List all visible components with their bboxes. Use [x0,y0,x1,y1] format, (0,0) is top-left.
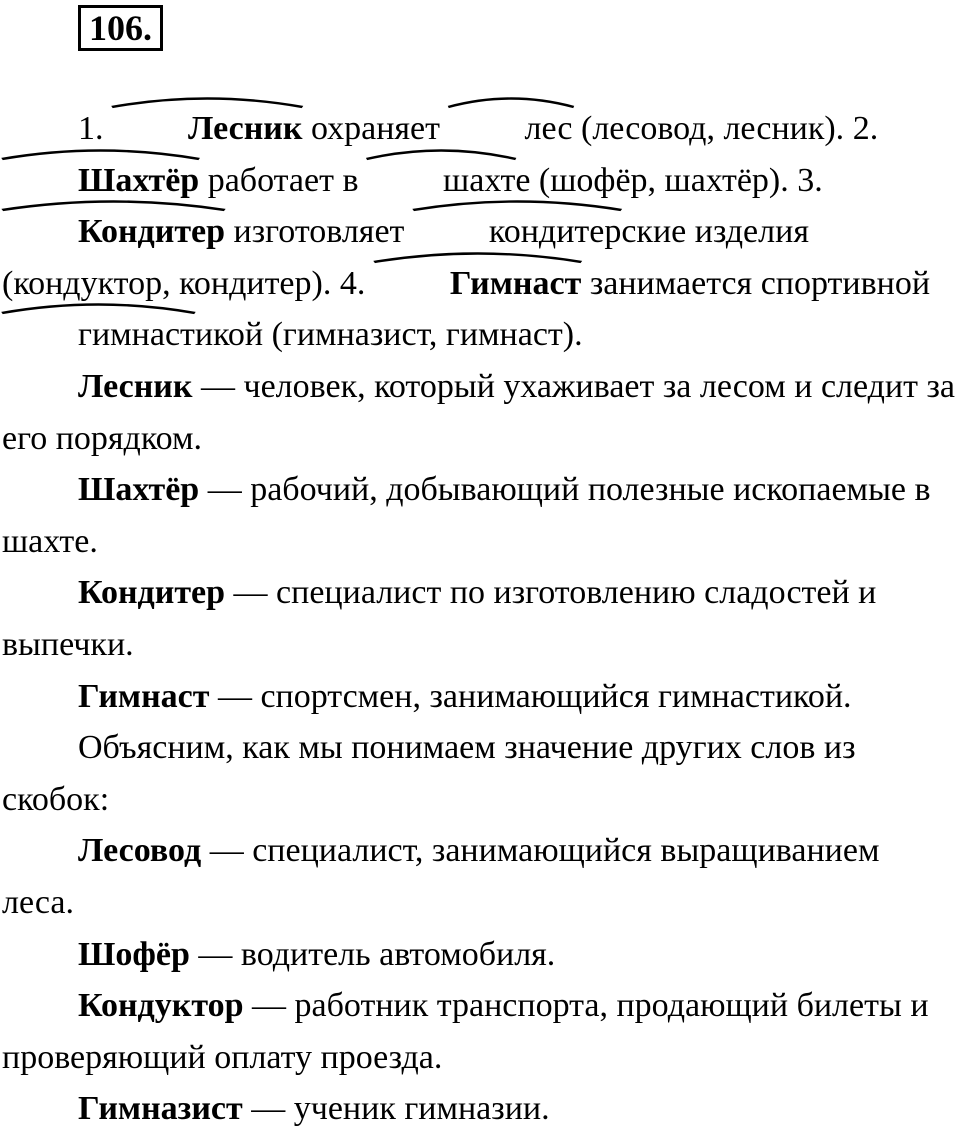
definition-text: — человек, который ухаживает за лесом и следит за его порядком. [2,367,956,457]
explain-intro: Объясним, как мы понимаем значение других слов из скобок: [2,729,856,818]
definition-text: — спортсмен, занимающийся гимнастикой. [209,677,852,715]
definition-text: — специалист по изготовлению сладостей и выпечки. [2,574,877,663]
definition-paragraph [2,464,958,567]
root-arc-icon [447,94,575,108]
sentence-3-suffix: ские [621,213,687,251]
definition-text: — специалист, занимающийся выращиванием леса. [2,832,880,921]
sentences-paragraph [2,103,958,361]
sentence-4-ending: икой [194,316,264,354]
sentence-2-number: 2. [852,110,879,147]
definition-term: Кондитер [78,574,226,612]
definition-term: Гимназист [78,1090,243,1128]
sentence-4-options: (гимназист, гимнаст). [271,316,583,354]
definition-paragraph [2,671,958,723]
exercise-content [2,103,958,1135]
definition-paragraph [2,980,958,1083]
root-arc-icon [0,300,197,314]
definition-text: — водитель автомобиля. [189,935,556,973]
sentence-3-root: кондитер [488,213,622,251]
root-arc-icon [372,249,583,263]
definition-term: Гимнаст [78,677,210,715]
sentence-4-root: гимнаст [78,316,195,354]
sentence-3-word: Кондитер [78,213,226,251]
root-gimnast-noun [2,309,195,361]
sentence-3-text: изготовляет [233,213,405,251]
definition-term: Лесовод [78,832,202,870]
root-arc-icon [0,197,227,211]
sentence-3-number: 3. [797,161,823,199]
sentence-1-word: Лесник [188,110,303,147]
definition-paragraph [2,361,958,464]
sentence-2-word: Шахтёр [78,161,200,199]
definition-term: Кондуктор [78,987,244,1025]
sentence-4-word: Гимнаст [449,264,582,302]
definition-paragraph [2,1083,958,1135]
sentence-4-text: занимается спортивной [589,264,931,302]
sentence-1-root: лес [524,110,573,147]
sentence-4-number: 4. [339,264,366,302]
sentence-1-text: охраняет [310,110,440,147]
definition-text: — работник транспорта, продающий билеты и проверяющий оплату проезда. [2,987,929,1076]
sentence-2-ending: е [515,161,531,199]
definition-term: Шофёр [78,935,190,973]
root-arc-icon [365,146,517,160]
root-konditer [2,206,225,258]
definition-text: — ученик гимназии. [242,1090,550,1128]
definition-paragraph [2,567,958,670]
definition-paragraph [2,825,958,928]
root-arc-icon [411,197,623,211]
root-arc-icon [0,146,201,160]
sentence-1-number: 1. [78,110,104,147]
sentence-1-options: (лесовод, лесник). [581,110,845,147]
definition-text: — рабочий, добывающий полезные ископаемые в шахте. [2,471,931,560]
sentence-2-options: (шофёр, шахтёр). [538,161,789,199]
definition-term: Лесник [78,367,193,405]
sentence-2-text: работает в [207,161,359,199]
definition-paragraph [2,929,958,981]
definition-term: Шахтёр [78,471,200,509]
exercise-number: 106. [78,5,163,51]
root-arc-icon [110,94,304,108]
sentence-2-root: шахт [443,161,516,199]
root-gimnast [374,258,581,310]
sentence-3-options: изделия (кондуктор, кондитер). [2,213,809,302]
